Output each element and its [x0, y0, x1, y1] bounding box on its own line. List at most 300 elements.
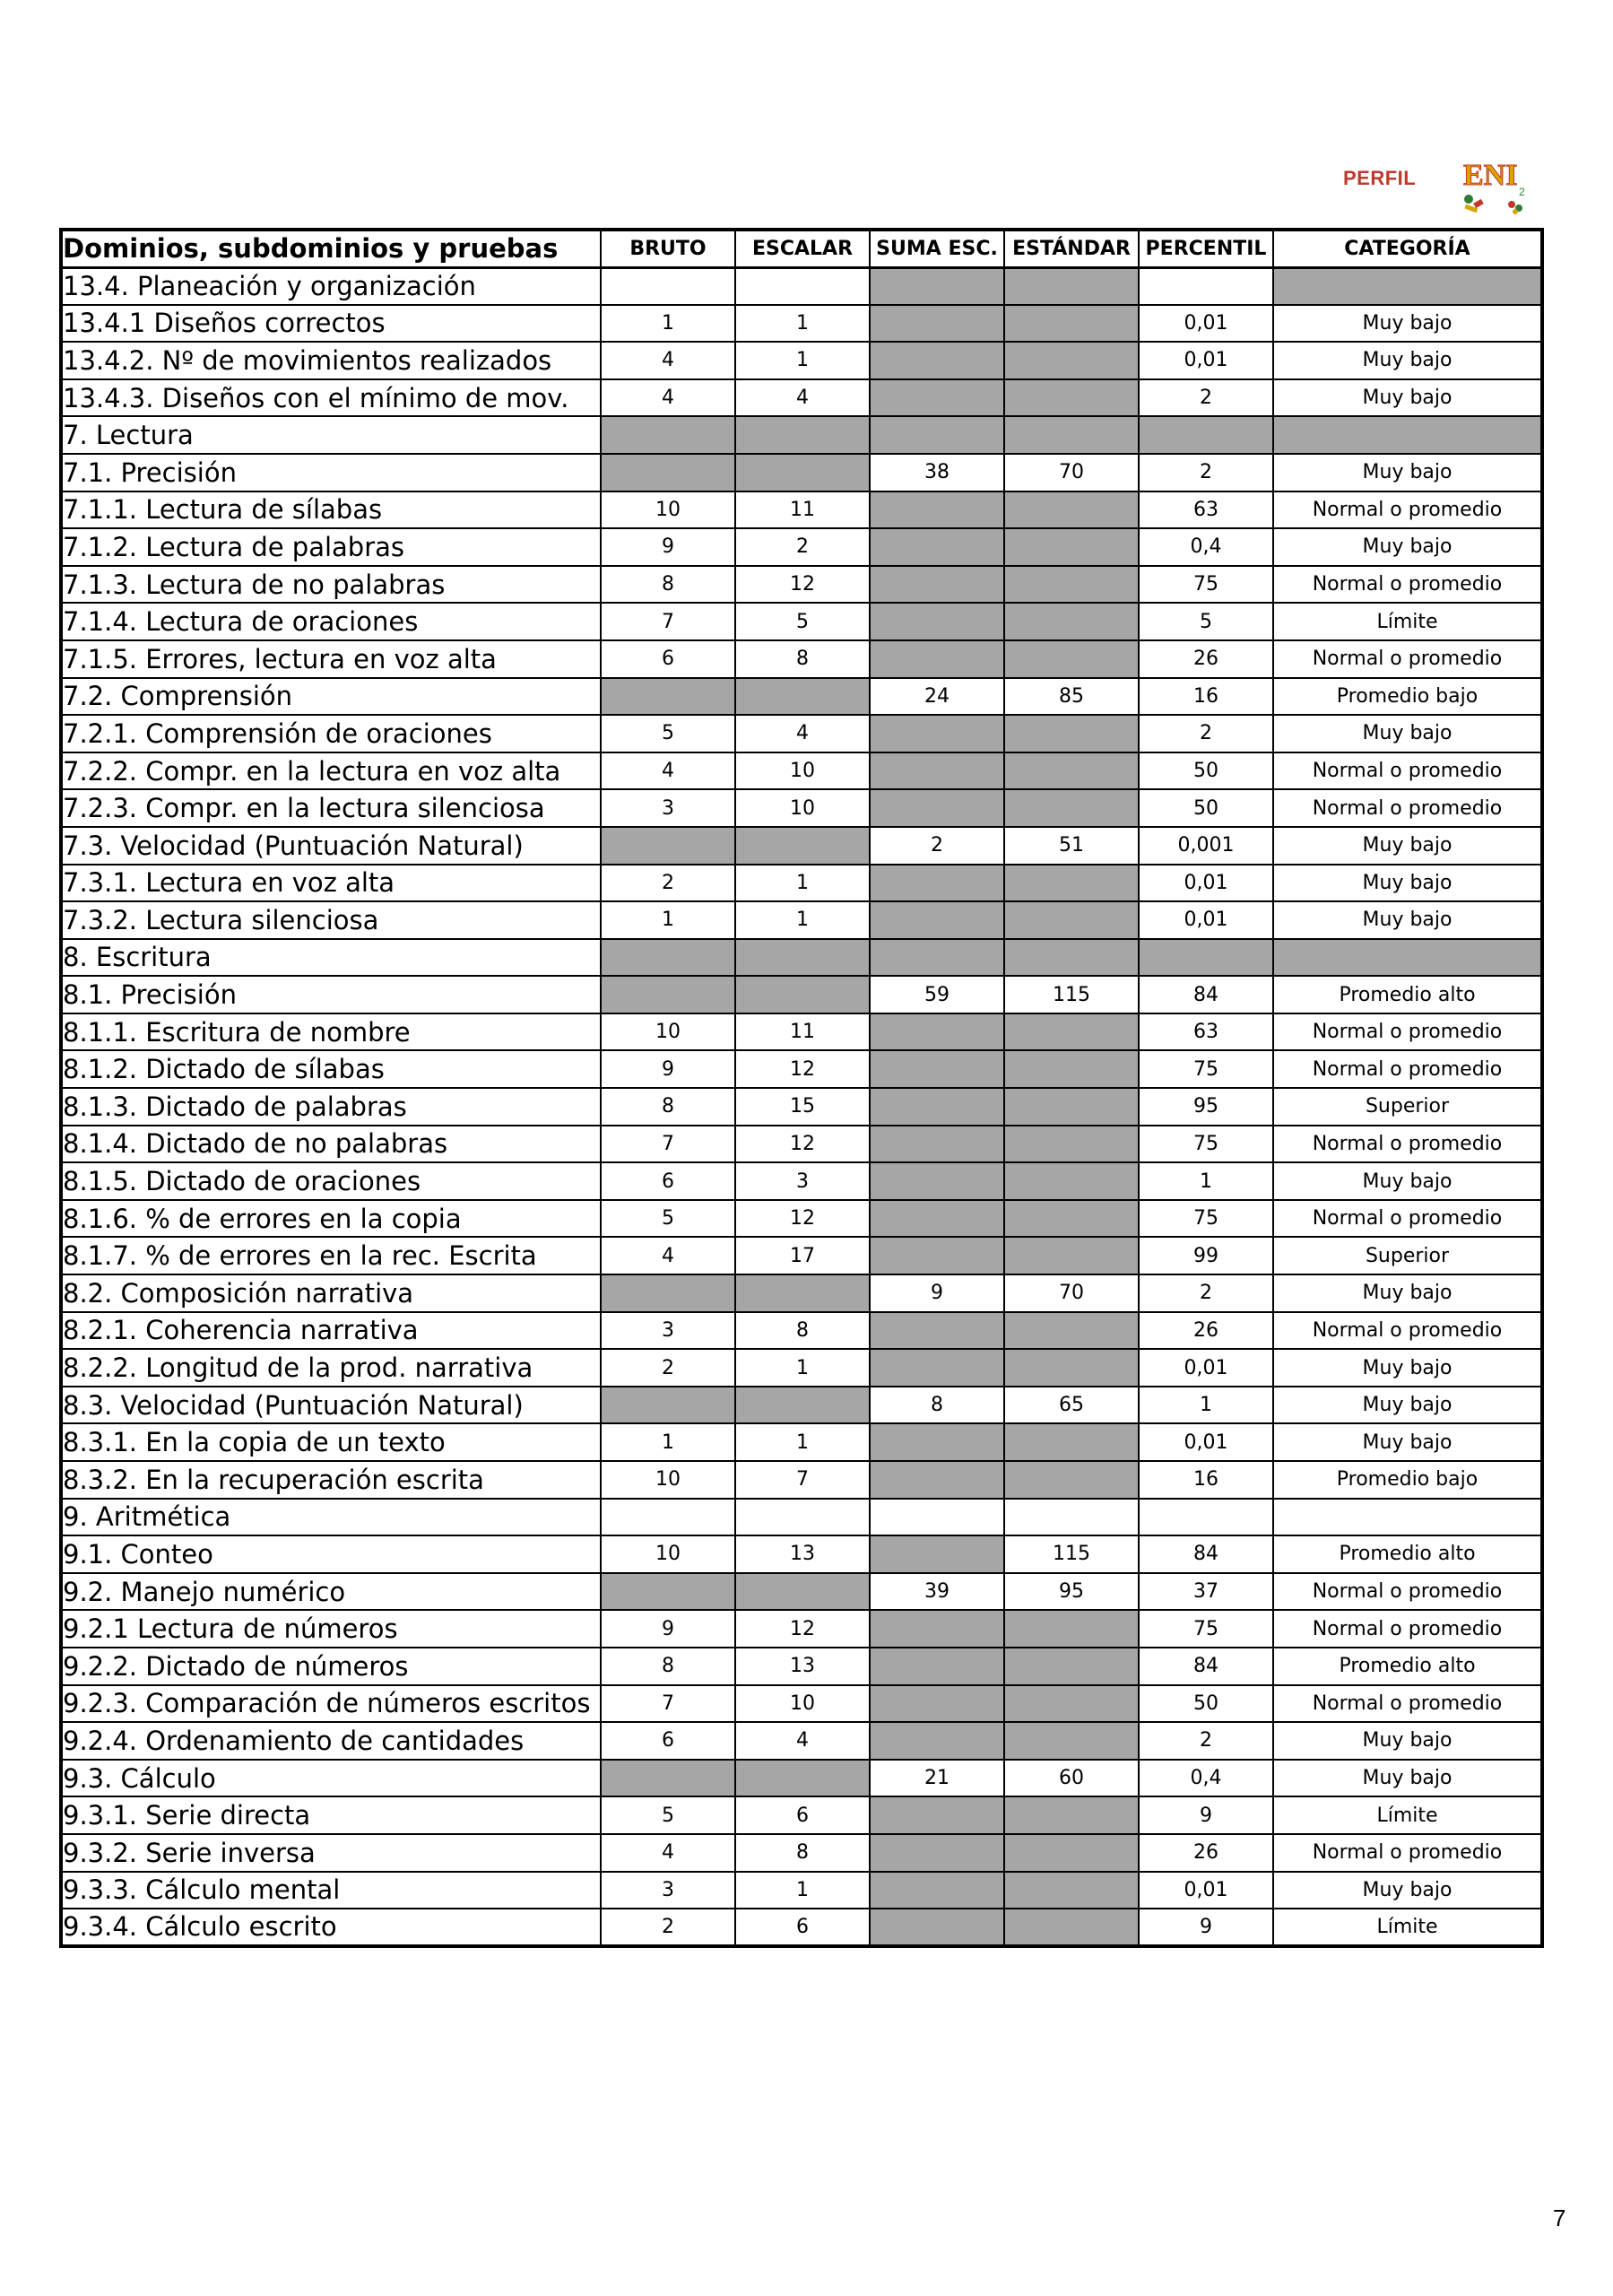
table-cell: 8 — [735, 1312, 870, 1350]
table-cell: 2 — [601, 865, 735, 902]
table-cell: 65 — [1004, 1387, 1139, 1424]
table-cell — [870, 1200, 1004, 1238]
table-row — [61, 528, 1542, 566]
table-row — [61, 1200, 1542, 1238]
row-label: 7.3.1. Lectura en voz alta — [61, 865, 601, 902]
table-row — [61, 976, 1542, 1013]
table-cell — [1004, 603, 1139, 640]
table-cell: Muy bajo — [1273, 1872, 1542, 1909]
table-cell — [870, 1162, 1004, 1200]
table-cell — [1004, 1312, 1139, 1350]
table-cell: 1 — [735, 865, 870, 902]
table-cell: 75 — [1139, 566, 1273, 604]
header-row — [61, 230, 1542, 267]
row-label: 8.1. Precisión — [61, 976, 601, 1013]
table-cell: 17 — [735, 1237, 870, 1274]
row-label: 9.3.1. Serie directa — [61, 1796, 601, 1834]
table-cell — [870, 865, 1004, 902]
table-cell — [1004, 1013, 1139, 1051]
table-cell: Superior — [1273, 1088, 1542, 1126]
table-cell: 2 — [1139, 1722, 1273, 1760]
table-cell: 4 — [735, 1722, 870, 1760]
table-cell — [601, 1274, 735, 1312]
table-cell — [870, 1126, 1004, 1163]
table-cell: Normal o promedio — [1273, 1834, 1542, 1872]
table-cell — [1273, 416, 1542, 454]
table-cell: 2 — [1139, 715, 1273, 752]
table-cell — [1004, 267, 1139, 305]
table-cell — [1004, 1088, 1139, 1126]
table-cell: 10 — [735, 752, 870, 790]
table-cell: 5 — [1139, 603, 1273, 640]
table-row — [61, 1535, 1542, 1573]
table-cell: 11 — [735, 1013, 870, 1051]
table-cell: 8 — [601, 1648, 735, 1685]
table-cell: 2 — [1139, 1274, 1273, 1312]
table-cell: Normal o promedio — [1273, 1126, 1542, 1163]
table-cell — [1004, 1162, 1139, 1200]
table-cell — [870, 715, 1004, 752]
table-cell: 1 — [735, 1423, 870, 1461]
table-cell — [1139, 267, 1273, 305]
table-cell: Muy bajo — [1273, 1387, 1542, 1424]
table-row — [61, 827, 1542, 865]
row-label: 8.1.3. Dictado de palabras — [61, 1088, 601, 1126]
table-cell — [870, 1237, 1004, 1274]
table-cell: 6 — [735, 1796, 870, 1834]
table-cell: 8 — [601, 1088, 735, 1126]
table-cell: 75 — [1139, 1200, 1273, 1238]
table-cell — [1004, 416, 1139, 454]
table-cell: Normal o promedio — [1273, 491, 1542, 529]
row-label: 7.2.2. Compr. en la lectura en voz alta — [61, 752, 601, 790]
table-cell — [601, 1387, 735, 1424]
table-row — [61, 566, 1542, 604]
table-cell: Muy bajo — [1273, 1349, 1542, 1387]
table-cell — [870, 1610, 1004, 1648]
table-cell: 12 — [735, 1126, 870, 1163]
table-cell: 4 — [601, 1834, 735, 1872]
table-cell: 24 — [870, 678, 1004, 716]
table-row — [61, 1237, 1542, 1274]
table-cell: Límite — [1273, 1796, 1542, 1834]
row-label: 9.2.2. Dictado de números — [61, 1648, 601, 1685]
row-label: 8.1.5. Dictado de oraciones — [61, 1162, 601, 1200]
row-label: 13.4. Planeación y organización — [61, 267, 601, 305]
table-row — [61, 640, 1542, 678]
table-row — [61, 1126, 1542, 1163]
table-cell: 1 — [1139, 1387, 1273, 1424]
row-label: 7.3. Velocidad (Puntuación Natural) — [61, 827, 601, 865]
table-cell — [1004, 1872, 1139, 1909]
table-cell — [735, 678, 870, 716]
table-cell: 9 — [1139, 1909, 1273, 1946]
logo-mark-sup: 2 — [1519, 186, 1525, 198]
table-cell: Muy bajo — [1273, 1722, 1542, 1760]
row-label: 9.2.4. Ordenamiento de cantidades — [61, 1722, 601, 1760]
row-label: 8.2.1. Coherencia narrativa — [61, 1312, 601, 1350]
table-cell — [601, 1499, 735, 1536]
table-cell — [735, 1274, 870, 1312]
table-cell: 6 — [601, 1162, 735, 1200]
table-cell: 84 — [1139, 976, 1273, 1013]
table-cell — [735, 1760, 870, 1797]
row-label: 7.3.2. Lectura silenciosa — [61, 901, 601, 939]
table-cell — [735, 454, 870, 491]
table-cell: 21 — [870, 1760, 1004, 1797]
table-cell: Normal o promedio — [1273, 1610, 1542, 1648]
table-cell: 16 — [1139, 1461, 1273, 1499]
row-label: 7.2.3. Compr. en la lectura silenciosa — [61, 789, 601, 827]
table-cell: Normal o promedio — [1273, 1685, 1542, 1723]
table-cell — [870, 528, 1004, 566]
table-cell: Muy bajo — [1273, 342, 1542, 379]
table-cell: 8 — [601, 566, 735, 604]
table-cell: 2 — [1139, 379, 1273, 417]
table-cell: 10 — [735, 789, 870, 827]
table-cell: 12 — [735, 1200, 870, 1238]
table-cell: 1 — [601, 901, 735, 939]
table-cell: 0,001 — [1139, 827, 1273, 865]
row-label: 9.1. Conteo — [61, 1535, 601, 1573]
row-label: 13.4.3. Diseños con el mínimo de mov. — [61, 379, 601, 417]
table-cell — [1004, 1834, 1139, 1872]
row-label: 9.3. Cálculo — [61, 1760, 601, 1797]
row-label: 8.3.2. En la recuperación escrita — [61, 1461, 601, 1499]
table-cell: 1 — [1139, 1162, 1273, 1200]
table-row — [61, 715, 1542, 752]
table-cell — [1004, 901, 1139, 939]
table-cell: 0,4 — [1139, 1760, 1273, 1797]
column-header: ESTÁNDAR — [1004, 230, 1139, 267]
table-row — [61, 1760, 1542, 1797]
table-cell: 10 — [601, 1013, 735, 1051]
table-cell — [870, 1349, 1004, 1387]
table-cell: 5 — [601, 1200, 735, 1238]
table-row — [61, 789, 1542, 827]
table-cell: 37 — [1139, 1573, 1273, 1611]
table-cell — [1004, 342, 1139, 379]
table-cell: 2 — [601, 1909, 735, 1946]
table-cell — [1004, 1722, 1139, 1760]
column-header: PERCENTIL — [1139, 230, 1273, 267]
table-row — [61, 1387, 1542, 1424]
table-cell: 3 — [601, 1872, 735, 1909]
table-cell — [870, 1050, 1004, 1088]
table-cell: Normal o promedio — [1273, 566, 1542, 604]
table-row — [61, 678, 1542, 716]
table-cell: 50 — [1139, 1685, 1273, 1723]
table-cell: 5 — [601, 1796, 735, 1834]
table-cell: 4 — [601, 342, 735, 379]
table-row — [61, 865, 1542, 902]
table-cell — [870, 1013, 1004, 1051]
row-label: 8.3.1. En la copia de un texto — [61, 1423, 601, 1461]
table-cell: 1 — [601, 305, 735, 343]
row-label: 9.3.4. Cálculo escrito — [61, 1909, 601, 1946]
table-row — [61, 1274, 1542, 1312]
table-cell — [601, 939, 735, 977]
table-cell: Promedio bajo — [1273, 1461, 1542, 1499]
table-cell: 115 — [1004, 1535, 1139, 1573]
table-cell — [1004, 715, 1139, 752]
table-cell: Promedio alto — [1273, 976, 1542, 1013]
table-cell: 10 — [601, 1461, 735, 1499]
table-cell: 2 — [735, 528, 870, 566]
table-cell: 8 — [870, 1387, 1004, 1424]
table-cell — [870, 1499, 1004, 1536]
table-cell — [1273, 267, 1542, 305]
table-cell: 85 — [1004, 678, 1139, 716]
row-label: 7. Lectura — [61, 416, 601, 454]
row-label: 8.1.2. Dictado de sílabas — [61, 1050, 601, 1088]
table-cell — [601, 454, 735, 491]
table-cell: 0,01 — [1139, 1349, 1273, 1387]
table-cell — [1004, 1685, 1139, 1723]
table-cell — [870, 1834, 1004, 1872]
table-body — [61, 267, 1542, 1946]
logo-mark-text: ENI — [1463, 159, 1518, 192]
table-cell — [1004, 1909, 1139, 1946]
table-cell — [1004, 1423, 1139, 1461]
table-row — [61, 1573, 1542, 1611]
table-cell: 16 — [1139, 678, 1273, 716]
row-label: 8.3. Velocidad (Puntuación Natural) — [61, 1387, 601, 1424]
page-number: 7 — [1553, 2205, 1566, 2231]
table-cell: Muy bajo — [1273, 305, 1542, 343]
table-cell — [735, 267, 870, 305]
row-label: 8.1.6. % de errores en la copia — [61, 1200, 601, 1238]
table-cell: 1 — [735, 1349, 870, 1387]
table-cell: 10 — [601, 491, 735, 529]
table-cell — [1004, 1050, 1139, 1088]
table-cell — [870, 1685, 1004, 1723]
table-cell — [601, 1760, 735, 1797]
table-cell: 10 — [601, 1535, 735, 1573]
table-row — [61, 1013, 1542, 1051]
table-cell: 75 — [1139, 1126, 1273, 1163]
table-cell: Promedio bajo — [1273, 678, 1542, 716]
table-cell: Normal o promedio — [1273, 1013, 1542, 1051]
table-cell: 1 — [735, 305, 870, 343]
table-cell — [735, 1499, 870, 1536]
table-row — [61, 267, 1542, 305]
table-cell: Muy bajo — [1273, 715, 1542, 752]
table-cell — [1273, 939, 1542, 977]
table-cell — [601, 1573, 735, 1611]
table-cell: 75 — [1139, 1050, 1273, 1088]
table-cell — [870, 603, 1004, 640]
table-cell — [1004, 379, 1139, 417]
table-cell: 6 — [601, 640, 735, 678]
table-cell — [1004, 789, 1139, 827]
table-cell: Muy bajo — [1273, 865, 1542, 902]
row-label: 9. Aritmética — [61, 1499, 601, 1536]
table-row — [61, 1648, 1542, 1685]
table-cell — [870, 640, 1004, 678]
table-cell: 84 — [1139, 1648, 1273, 1685]
table-cell: Normal o promedio — [1273, 1312, 1542, 1350]
row-label: 7.1.3. Lectura de no palabras — [61, 566, 601, 604]
table-cell — [1004, 752, 1139, 790]
table-cell — [870, 1796, 1004, 1834]
row-label: 8.2. Composición narrativa — [61, 1274, 601, 1312]
table-cell — [735, 827, 870, 865]
table-cell — [1004, 1349, 1139, 1387]
table-row — [61, 1834, 1542, 1872]
table-cell: 0,01 — [1139, 901, 1273, 939]
table-cell: 95 — [1004, 1573, 1139, 1611]
row-label: 8. Escritura — [61, 939, 601, 977]
table-cell: Muy bajo — [1273, 827, 1542, 865]
table-cell — [735, 1387, 870, 1424]
table-cell: Normal o promedio — [1273, 1573, 1542, 1611]
table-cell — [870, 305, 1004, 343]
table-cell — [1004, 1237, 1139, 1274]
table-cell: 0,01 — [1139, 1872, 1273, 1909]
table-cell: 4 — [601, 752, 735, 790]
scores-table — [59, 228, 1544, 1948]
table-cell: 5 — [735, 603, 870, 640]
table-row — [61, 1872, 1542, 1909]
table-row — [61, 1050, 1542, 1088]
table-cell: 59 — [870, 976, 1004, 1013]
table-row — [61, 1461, 1542, 1499]
table-cell: Muy bajo — [1273, 1423, 1542, 1461]
table-cell — [1004, 528, 1139, 566]
table-cell — [870, 789, 1004, 827]
table-cell — [1004, 566, 1139, 604]
table-cell: 12 — [735, 566, 870, 604]
column-header: CATEGORÍA — [1273, 230, 1542, 267]
table-cell: 26 — [1139, 640, 1273, 678]
table-row — [61, 454, 1542, 491]
table-cell: Muy bajo — [1273, 901, 1542, 939]
table-row — [61, 305, 1542, 343]
table-cell — [1139, 416, 1273, 454]
table-cell — [870, 342, 1004, 379]
table-cell: 4 — [735, 379, 870, 417]
table-row — [61, 1796, 1542, 1834]
row-label: 9.2.1 Lectura de números — [61, 1610, 601, 1648]
table-row — [61, 752, 1542, 790]
table-cell: 0,01 — [1139, 342, 1273, 379]
table-cell — [735, 939, 870, 977]
row-label: 13.4.1 Diseños correctos — [61, 305, 601, 343]
table-cell — [1004, 865, 1139, 902]
table-cell — [870, 1461, 1004, 1499]
table-row — [61, 379, 1542, 417]
table-cell: 7 — [601, 603, 735, 640]
table-cell: Normal o promedio — [1273, 752, 1542, 790]
table-cell: 9 — [601, 528, 735, 566]
table-cell: 2 — [1139, 454, 1273, 491]
table-cell: Muy bajo — [1273, 1274, 1542, 1312]
table-row — [61, 1349, 1542, 1387]
table-cell: 13 — [735, 1648, 870, 1685]
table-cell — [735, 416, 870, 454]
table-cell: 11 — [735, 491, 870, 529]
table-cell: 3 — [735, 1162, 870, 1200]
table-cell: 63 — [1139, 491, 1273, 529]
table-row — [61, 1722, 1542, 1760]
table-cell: Normal o promedio — [1273, 1050, 1542, 1088]
table-cell: Normal o promedio — [1273, 789, 1542, 827]
table-cell — [735, 1573, 870, 1611]
table-cell: 5 — [601, 715, 735, 752]
table-cell — [1004, 939, 1139, 977]
row-label: 8.1.4. Dictado de no palabras — [61, 1126, 601, 1163]
table-cell — [601, 678, 735, 716]
table-cell — [1004, 640, 1139, 678]
table-cell — [1004, 1200, 1139, 1238]
table-row — [61, 1312, 1542, 1350]
table-cell — [1004, 491, 1139, 529]
table-cell: 15 — [735, 1088, 870, 1126]
table-cell: Muy bajo — [1273, 528, 1542, 566]
column-header: ESCALAR — [735, 230, 870, 267]
table-cell: 60 — [1004, 1760, 1139, 1797]
table-cell — [870, 1535, 1004, 1573]
table-cell: 13 — [735, 1535, 870, 1573]
table-cell — [870, 1312, 1004, 1350]
eni-logo-mark — [1458, 154, 1530, 219]
table-cell: 12 — [735, 1050, 870, 1088]
table-cell: 39 — [870, 1573, 1004, 1611]
table-cell: 9 — [1139, 1796, 1273, 1834]
table-cell: Muy bajo — [1273, 1760, 1542, 1797]
table-cell: 9 — [601, 1050, 735, 1088]
row-label: 7.1.4. Lectura de oraciones — [61, 603, 601, 640]
table-row — [61, 1610, 1542, 1648]
table-cell — [870, 752, 1004, 790]
table-cell — [1004, 1796, 1139, 1834]
row-label: 8.1.7. % de errores en la rec. Escrita — [61, 1237, 601, 1274]
table-cell — [1139, 1499, 1273, 1536]
column-header: BRUTO — [601, 230, 735, 267]
table-cell: 1 — [735, 342, 870, 379]
table-row — [61, 1499, 1542, 1536]
table-cell: 70 — [1004, 454, 1139, 491]
row-label: 8.2.2. Longitud de la prod. narrativa — [61, 1349, 601, 1387]
table-row — [61, 1088, 1542, 1126]
column-header: SUMA ESC. — [870, 230, 1004, 267]
table-row — [61, 342, 1542, 379]
table-cell: 26 — [1139, 1312, 1273, 1350]
table-cell: 70 — [1004, 1274, 1139, 1312]
table-row — [61, 1423, 1542, 1461]
row-label: 9.2. Manejo numérico — [61, 1573, 601, 1611]
logo-label: PERFIL — [1343, 167, 1417, 189]
table-row — [61, 416, 1542, 454]
table-cell: Normal o promedio — [1273, 640, 1542, 678]
table-cell: 9 — [601, 1610, 735, 1648]
table-cell — [601, 267, 735, 305]
row-label: 7.1.2. Lectura de palabras — [61, 528, 601, 566]
table-cell — [601, 416, 735, 454]
table-cell: 6 — [735, 1909, 870, 1946]
table-cell: 51 — [1004, 827, 1139, 865]
table-cell: 0,01 — [1139, 1423, 1273, 1461]
table-cell — [870, 939, 1004, 977]
table-cell: Superior — [1273, 1237, 1542, 1274]
table-cell — [870, 1423, 1004, 1461]
table-cell — [870, 1909, 1004, 1946]
table-cell: 7 — [601, 1685, 735, 1723]
table-cell: 26 — [1139, 1834, 1273, 1872]
table-cell: 84 — [1139, 1535, 1273, 1573]
table-cell: 2 — [870, 827, 1004, 865]
